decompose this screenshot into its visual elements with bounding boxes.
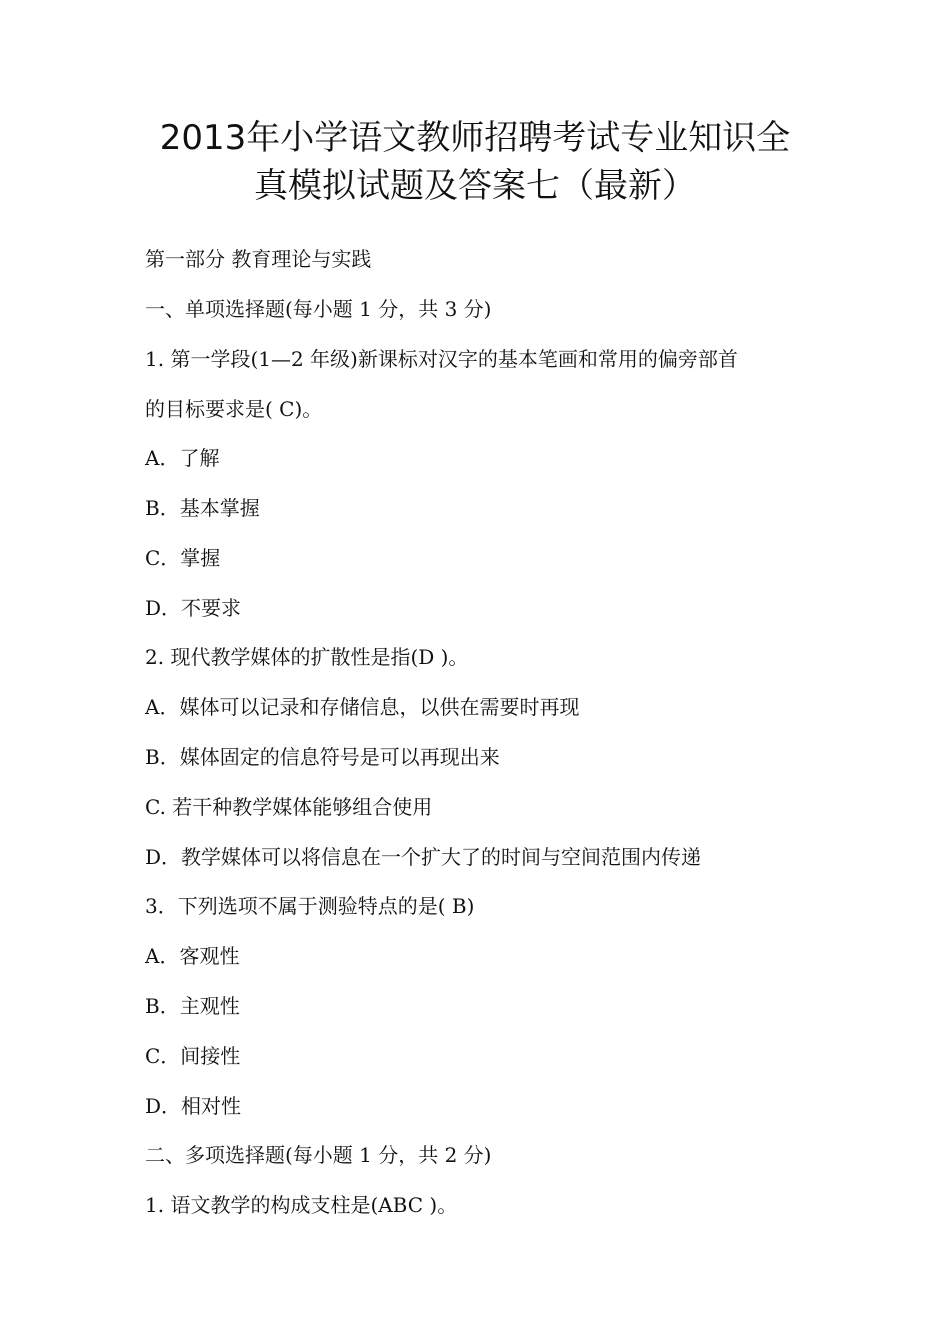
question-text: 的目标要求是( C)。 bbox=[145, 397, 323, 421]
answer-option: A．了解 bbox=[145, 446, 220, 470]
document-title-line-1: 2013年小学语文教师招聘考试专业知识全 bbox=[159, 118, 791, 158]
answer-option: D．教学媒体可以将信息在一个扩大了的时间与空间范围内传递 bbox=[145, 845, 702, 869]
question-text: 1. 第一学段(1—2 年级)新课标对汉字的基本笔画和常用的偏旁部首 bbox=[145, 347, 738, 371]
document-title-line-2: 真模拟试题及答案七（最新） bbox=[254, 166, 696, 206]
question-group-heading: 一、单项选择题(每小题 1 分，共 3 分) bbox=[145, 297, 492, 321]
answer-option: D．相对性 bbox=[145, 1094, 242, 1118]
answer-option: C．间接性 bbox=[145, 1044, 241, 1068]
question-text: 2. 现代教学媒体的扩散性是指(D )。 bbox=[145, 645, 469, 669]
answer-option: C．掌握 bbox=[145, 546, 221, 570]
answer-option: D．不要求 bbox=[145, 596, 242, 620]
answer-option: C. 若干种教学媒体能够组合使用 bbox=[145, 795, 433, 819]
answer-option: B．主观性 bbox=[145, 994, 240, 1018]
answer-option: A．媒体可以记录和存储信息，以供在需要时再现 bbox=[145, 695, 580, 719]
question-text: 3．下列选项不属于测验特点的是( B) bbox=[145, 894, 475, 918]
answer-option: B．基本掌握 bbox=[145, 496, 260, 520]
question-text: 1. 语文教学的构成支柱是(ABC )。 bbox=[145, 1193, 458, 1217]
answer-option: B．媒体固定的信息符号是可以再现出来 bbox=[145, 745, 500, 769]
section-heading: 第一部分 教育理论与实践 bbox=[145, 247, 372, 271]
answer-option: A．客观性 bbox=[145, 944, 240, 968]
question-group-heading: 二、多项选择题(每小题 1 分，共 2 分) bbox=[145, 1143, 492, 1167]
